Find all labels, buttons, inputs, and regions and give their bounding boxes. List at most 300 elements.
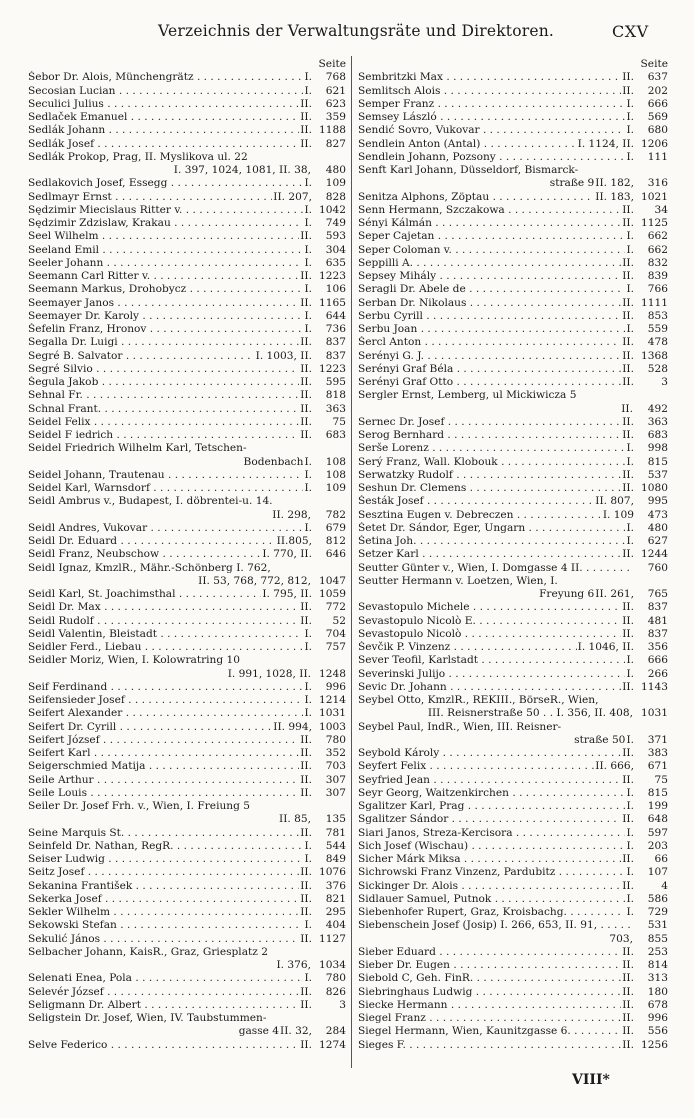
entry-volume: I. (304, 839, 312, 852)
index-entry (358, 495, 668, 508)
index-entry (358, 283, 668, 296)
index-entry (28, 270, 346, 283)
index-entry (28, 323, 346, 336)
entry-name: Segalla Dr. Luigi . . . (28, 336, 299, 349)
entry-name: Secosian Lucian . . . (28, 85, 303, 98)
index-entry (358, 787, 668, 800)
entry-name: Serényi Graf Otto . . . (358, 376, 621, 389)
index-entry (28, 906, 346, 919)
entry-name: Sgalitzer Sándor . . . (358, 813, 621, 826)
entry-page: 1165 (319, 296, 346, 309)
index-entry (358, 734, 668, 747)
entry-name: Seidel Friedrich Wilhelm Karl, Tetschen- (28, 442, 247, 455)
entry-volume: I. 1124, II. (577, 137, 634, 150)
entry-page: 544 (325, 839, 346, 852)
entry-page: 1223 (319, 362, 346, 375)
entry-name: Sich Josef (Wischau) . . . (358, 840, 625, 853)
entry-volume: I. (304, 468, 312, 481)
entry-page: 839 (647, 270, 668, 282)
entry-volume: I. (626, 733, 634, 746)
entry-name: Serý Franz, Wall. Klobouk . . . (358, 456, 625, 469)
entry-name: Seifert Alexander . . . (28, 707, 303, 720)
entry-page: 1248 (319, 667, 346, 680)
entry-volume: I. 109 (602, 508, 634, 521)
entry-volume: II. (300, 230, 312, 243)
index-entry (28, 283, 346, 296)
entry-page: 569 (647, 111, 668, 123)
entry-name: Sekler Wilhelm . . . (28, 906, 299, 919)
entry-page: 1256 (641, 1038, 668, 1051)
index-entry (358, 535, 668, 548)
index-entry (358, 575, 668, 588)
entry-volume: II. (622, 1012, 634, 1024)
index-entry (28, 681, 346, 694)
entry-name: Seyr Georg, Waitzenkirchen . . . (358, 787, 625, 800)
index-entry (358, 694, 668, 707)
entry-name: II. (621, 402, 633, 415)
entry-page: 480 (325, 164, 346, 176)
index-entry (28, 734, 346, 747)
entry-page: 828 (325, 190, 346, 203)
entry-page: 1127 (319, 932, 346, 945)
entry-volume: II. (300, 601, 312, 614)
entry-page: 363 (647, 415, 668, 428)
index-entry (358, 813, 668, 826)
index-entry (358, 668, 668, 681)
entry-page: 998 (647, 442, 668, 455)
entry-page: 736 (325, 323, 346, 335)
entry-name: II. 53, 768, 772, 812, (198, 574, 311, 587)
entry-page: 1031 (319, 707, 346, 720)
entry-page: 781 (325, 826, 346, 839)
entry-name: Serényi G. J. . . . (358, 350, 621, 363)
entry-name: Selbacher Johann, KaisR., Graz, Griesplatz 2 (28, 945, 268, 958)
entry-name: Seile Arthur . . . (28, 774, 299, 787)
entry-volume: II. (622, 627, 634, 640)
entry-name: Seper Coloman v. . . . (358, 244, 625, 257)
entry-volume: II. (300, 760, 312, 773)
entry-volume: II.805, (276, 535, 312, 547)
index-entry (358, 297, 668, 310)
entry-page: 766 (647, 283, 668, 296)
index-entry (28, 522, 346, 535)
entry-page: 1206 (641, 137, 668, 150)
index-entry (28, 310, 346, 323)
entry-volume: II. (622, 415, 634, 428)
index-entry (28, 336, 346, 349)
entry-volume: I. (626, 111, 634, 123)
index-entry (358, 548, 668, 561)
entry-page: 295 (325, 906, 346, 918)
entry-page: 253 (647, 945, 668, 958)
entry-volume: II. (300, 402, 312, 415)
entry-volume: I. (304, 707, 312, 720)
index-entry (358, 641, 668, 654)
entry-name: Sepsey Mihály . . . (358, 270, 621, 283)
entry-name: Siegel Hermann, Wien, Kaunitzgasse 6. . . . (358, 1025, 621, 1038)
index-entry (28, 429, 346, 442)
index-entry (28, 615, 346, 628)
index-entry (28, 588, 346, 601)
entry-name: Šercl Anton . . . (358, 336, 621, 349)
entry-volume: I. (626, 97, 634, 110)
index-entry (28, 628, 346, 641)
entry-volume: II. (622, 601, 634, 614)
index-entry (358, 164, 668, 177)
entry-name: Seemayer Dr. Karoly . . . (28, 310, 303, 323)
entry-volume: II. (622, 482, 634, 494)
entry-name: Siari Janos, Streza-Kercisora . . . (358, 827, 625, 840)
entry-page: 849 (325, 853, 346, 865)
index-entry (358, 800, 668, 813)
index-entry (358, 442, 668, 455)
entry-volume: I. 1003, II. (255, 349, 312, 362)
entry-page: 680 (647, 124, 668, 137)
index-entry (28, 853, 346, 866)
entry-page: 1031 (641, 707, 668, 720)
entry-volume: I. (304, 71, 312, 84)
entry-name: Sędzimir Miecislaus Ritter v. . . . (28, 204, 303, 217)
index-entry (358, 429, 668, 442)
entry-volume: I. (626, 839, 634, 852)
entry-page: 556 (647, 1025, 668, 1038)
entry-page: 593 (325, 230, 346, 243)
entry-page: 528 (647, 362, 668, 375)
entry-name: Seidel Karl, Warnsdorf . . . (28, 482, 303, 495)
entry-volume: II. 261, (595, 588, 634, 600)
index-entry (358, 230, 668, 243)
index-entry (358, 310, 668, 323)
entry-page: 199 (647, 800, 668, 812)
entry-volume: II. (622, 256, 634, 269)
entry-name: Senitza Alphons, Zöptau . . . (358, 191, 594, 204)
entry-volume: I. (626, 283, 634, 296)
seite-heading: Seite (318, 58, 346, 70)
index-entry (28, 972, 346, 985)
entry-name: Seutter Hermann v. Loetzen, Wien, I. (358, 574, 558, 587)
entry-page: 75 (332, 415, 346, 428)
entry-page: 782 (325, 508, 346, 521)
entry-volume: II. (300, 932, 312, 945)
index-entry (358, 376, 668, 389)
index-entry (358, 363, 668, 376)
entry-name: Sgalitzer Karl, Prag . . . (358, 800, 625, 813)
index-entry (28, 787, 346, 800)
entry-name: Sekerka Josef . . . (28, 893, 299, 906)
entry-volume: II. 183, (595, 190, 634, 203)
index-entry (358, 124, 668, 137)
entry-volume: I. (626, 455, 634, 468)
index-entry (358, 946, 668, 959)
entry-name: Selevér József . . . (28, 986, 299, 999)
entry-volume: II. (300, 786, 312, 799)
entry-volume: I. 770, II. (262, 548, 312, 561)
index-entry (28, 774, 346, 787)
entry-name: Seculici Julius . . . (28, 98, 299, 111)
entry-page: 765 (647, 588, 668, 600)
index-entry (28, 747, 346, 760)
index-entry (358, 880, 668, 893)
entry-page: 1244 (641, 548, 668, 561)
index-entry (358, 1025, 668, 1038)
entry-volume: I. (304, 455, 312, 468)
entry-page: 316 (647, 177, 668, 190)
entry-page: 1076 (319, 866, 346, 879)
entry-page: 1143 (641, 680, 668, 693)
index-entry (28, 946, 346, 959)
entry-volume: II. (622, 747, 634, 759)
entry-name: Seidl Franz, Neubschow . . . (28, 548, 261, 561)
entry-name: Šegula Jakob . . . (28, 376, 299, 389)
entry-page: 3 (661, 376, 668, 388)
index-entry (358, 151, 668, 164)
index-entry (28, 257, 346, 270)
entry-volume: II. 994, (273, 720, 312, 733)
entry-volume: II. (300, 362, 312, 375)
entry-name: Seif Ferdinand . . . (28, 681, 303, 694)
index-entry (358, 562, 668, 575)
entry-name: Sedlmayr Ernst . . . (28, 191, 272, 204)
entry-name: Sedlák Johann . . . (28, 124, 299, 137)
entry-name: Seragli Dr. Abele de . . . (358, 283, 625, 296)
index-entry (28, 535, 346, 548)
entry-page: 1034 (319, 959, 346, 971)
index-entry (28, 760, 346, 773)
entry-volume: II. 207, (273, 190, 312, 203)
entry-page: 307 (325, 773, 346, 786)
entry-name: Siebenhofer Rupert, Graz, Kroisbachg. . . . (358, 906, 625, 919)
entry-volume: II. (300, 389, 312, 402)
entry-volume: II. (300, 270, 312, 282)
entry-page: 671 (647, 760, 668, 773)
entry-volume: II. (300, 376, 312, 388)
entry-name: Šetet Dr. Sándor, Eger, Ungarn . . . (358, 522, 625, 535)
index-entry (28, 191, 346, 204)
index-entry (358, 98, 668, 111)
entry-volume: I. (304, 972, 312, 985)
entry-page: 1047 (319, 574, 346, 587)
index-entry (28, 721, 346, 734)
entry-volume: II. (622, 217, 634, 229)
entry-volume: I. (626, 800, 634, 812)
index-entry (28, 230, 346, 243)
entry-volume: I. (304, 521, 312, 534)
entry-volume: I. (626, 654, 634, 667)
entry-name: Seemann Carl Ritter v. . . . (28, 270, 299, 283)
entry-page: 760 (647, 561, 668, 574)
entry-volume: I. (304, 323, 312, 335)
entry-name: Sekulić János . . . (28, 933, 299, 946)
entry-name: Seidl Andres, Vukovar . . . (28, 522, 303, 535)
index-entry (358, 827, 668, 840)
entry-volume: II. (300, 866, 312, 879)
entry-page: 837 (325, 349, 346, 362)
entry-volume: II. (300, 111, 312, 123)
entry-page: 109 (325, 482, 346, 494)
entry-volume: II. (622, 945, 634, 958)
entry-page: 313 (647, 972, 668, 985)
entry-name: Seiser Ludwig . . . (28, 853, 303, 866)
entry-volume: II. (300, 747, 312, 759)
entry-name: Seemann Markus, Drohobycz . . . (28, 283, 303, 296)
entry-volume: I. (304, 84, 312, 97)
entry-name: Sendlein Johann, Pozsony . . . (358, 151, 625, 164)
entry-volume: I. (304, 256, 312, 269)
index-entry (28, 71, 346, 84)
entry-page: 621 (325, 84, 346, 97)
index-entry (28, 1025, 346, 1038)
entry-name: Seybel Paul, IndR., Wien, III. Reisner- (358, 720, 562, 733)
entry-page: 75 (654, 773, 668, 786)
entry-page: 356 (647, 641, 668, 653)
entry-name: Bodenbach (243, 455, 304, 468)
entry-name: Seper Cajetan . . . (358, 230, 625, 243)
entry-name: Sieber Eduard . . . (358, 946, 621, 959)
entry-volume: I. (304, 482, 312, 494)
entry-name: Seigerschmied Matija . . . (28, 760, 299, 773)
index-entry (358, 469, 668, 482)
entry-volume: II. (300, 892, 312, 905)
entry-page: 352 (325, 747, 346, 759)
index-entry (28, 919, 346, 932)
entry-volume: II. (622, 71, 634, 84)
entry-name: Sedlakovich Josef, Essegg . . . (28, 177, 303, 190)
entry-volume: I. (304, 853, 312, 865)
entry-volume: II. (622, 429, 634, 441)
entry-name: Seutter Günter v., Wien, I. Domgasse 4 II. . . . (358, 562, 633, 575)
entry-name: Sergler Ernst, Lemberg, ul Mickiwicza 5 (358, 389, 577, 402)
entry-page: 648 (647, 813, 668, 826)
entry-name: Seshun Dr. Clemens . . . (358, 482, 621, 495)
entry-page: 478 (647, 336, 668, 349)
entry-volume: II. (300, 985, 312, 998)
index-entry (358, 681, 668, 694)
index-entry (28, 694, 346, 707)
index-entry (28, 416, 346, 429)
index-entry (358, 323, 668, 336)
entry-page: 1080 (641, 482, 668, 494)
entry-volume: I. (304, 217, 312, 229)
entry-page: 666 (647, 97, 668, 110)
entry-name: Seidl Dr. Max . . . (28, 601, 299, 614)
entry-volume: I. (304, 203, 312, 216)
entry-name: Sendić Sovro, Vukovar . . . (358, 124, 625, 137)
entry-page: 135 (325, 813, 346, 826)
entry-volume: I. (626, 442, 634, 455)
index-entry (28, 575, 346, 588)
entry-name: Seidl Karl, St. Joachimsthal . . . (28, 588, 261, 601)
index-entry (358, 774, 668, 787)
entry-volume: II. (622, 853, 634, 865)
entry-volume: I. (626, 124, 634, 137)
entry-volume: I. (626, 150, 634, 163)
entry-page: 597 (647, 826, 668, 839)
index-entry (28, 999, 346, 1012)
entry-name: Siegel Franz . . . (358, 1012, 621, 1025)
entry-name: Serog Bernhard . . . (358, 429, 621, 442)
entry-page: 481 (647, 614, 668, 627)
entry-volume: I. (626, 323, 634, 335)
index-entry (28, 138, 346, 151)
entry-volume: II. (622, 349, 634, 362)
entry-page: 662 (647, 243, 668, 256)
index-entry (358, 919, 668, 932)
entry-name: Sényi Kálmán . . . (358, 217, 621, 230)
entry-name: Seemayer Janos . . . (28, 297, 299, 310)
entry-page: 109 (325, 177, 346, 190)
entry-page: 266 (647, 667, 668, 680)
entry-name: Sedlák Josef . . . (28, 138, 299, 151)
entry-volume: I. (626, 521, 634, 534)
entry-page: 202 (647, 84, 668, 97)
index-entry (28, 654, 346, 667)
index-entry (28, 800, 346, 813)
entry-name: Sever Teofil, Karlstadt . . . (358, 654, 625, 667)
entry-page: 729 (647, 906, 668, 918)
entry-volume: II. (622, 336, 634, 349)
entry-volume: II. (300, 826, 312, 839)
index-entry (28, 111, 346, 124)
index-entry (28, 641, 346, 654)
entry-name: Seyfried Jean . . . (358, 774, 621, 787)
index-entry (28, 363, 346, 376)
index-entry (28, 1039, 346, 1052)
entry-page: 780 (325, 972, 346, 985)
entry-volume: I. (626, 535, 634, 547)
entry-name: II. 298, (272, 508, 311, 521)
index-entry (28, 959, 346, 972)
index-entry (28, 244, 346, 257)
index-entry (28, 124, 346, 137)
entry-volume: II. 32, (280, 1025, 312, 1038)
entry-name: Segré B. Salvator . . . (28, 350, 255, 363)
entry-page: 683 (647, 429, 668, 441)
entry-name: Seybel Otto, KmzlR., REKIII., BörseR., Wien, (358, 694, 599, 706)
index-entry (28, 840, 346, 853)
entry-volume: II. (300, 998, 312, 1011)
entry-name: I. 991, 1028, II. (227, 667, 311, 680)
entry-volume: II. (300, 906, 312, 918)
entry-name: Seifert József . . . (28, 734, 299, 747)
entry-page: 855 (647, 932, 668, 945)
entry-page: 559 (647, 323, 668, 335)
column-divider (351, 56, 352, 1068)
entry-name: II. 85, (279, 813, 311, 826)
entry-page: 995 (647, 495, 668, 508)
entry-page: 683 (325, 429, 346, 441)
index-entry (28, 893, 346, 906)
entry-volume: II. (300, 879, 312, 892)
index-entry (358, 933, 668, 946)
entry-name: Seifensieder Josef . . . (28, 694, 303, 707)
index-entry (28, 562, 346, 575)
entry-name: Sembritzki Max . . . (358, 71, 621, 84)
entry-name: Seidl Dr. Eduard . . . (28, 535, 276, 548)
entry-page: 1021 (641, 190, 668, 203)
page-header (0, 22, 694, 46)
entry-name: Semlitsch Alois . . . (358, 85, 621, 98)
entry-name: Seine Marquis St. . . . (28, 827, 299, 840)
entry-page: 284 (325, 1025, 346, 1038)
entry-volume: II. 807, (595, 495, 634, 508)
index-entry (358, 906, 668, 919)
entry-name: Freyung 6 (539, 588, 595, 600)
index-entry (28, 495, 346, 508)
index-column-left (28, 58, 346, 1052)
entry-name: Sevastopulo Michele . . . (358, 601, 621, 614)
index-entry (28, 403, 346, 416)
entry-page: 635 (325, 256, 346, 269)
